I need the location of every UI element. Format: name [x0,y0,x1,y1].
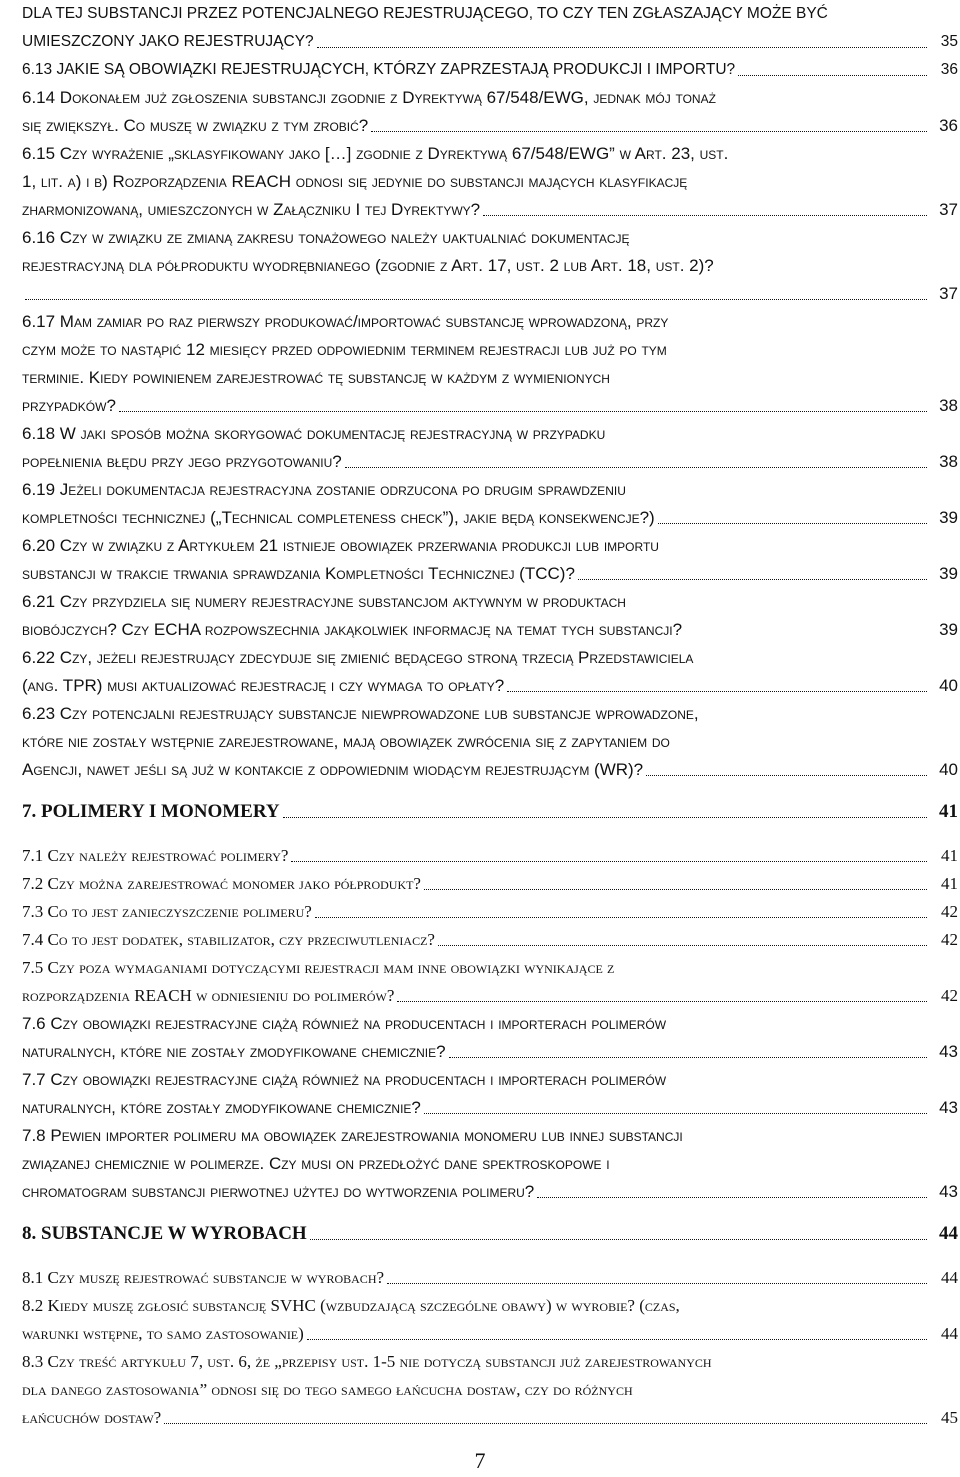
toc-entry-line [0,644,960,672]
toc-entry-line [0,1376,960,1404]
toc-entry-line [0,140,960,168]
toc-entry-line [0,1066,960,1094]
toc-dot-leader [315,898,927,918]
toc-dot-leader [291,842,927,862]
toc-entry-text: 8.2 Kiedy muszę zgłosić substancję SVHC (wzbudzającą szczególne obawy) w wyrobie? (czas, [22,1296,680,1315]
toc-entry-line [0,308,960,336]
toc-entry-text: 6.21 Czy przydziela się numery rejestracyjne substancjom aktywnym w produktach [22,592,626,611]
toc-entry-text: rejestracyjną dla półproduktu wyodrębnianego (zgodnie z Art. 17, ust. 2 lub Art. 18, ust. 2)? [22,256,714,275]
toc-dot-leader [537,1178,927,1198]
toc-entry-line[interactable] [0,448,960,476]
toc-page-number: 35 [940,33,958,50]
toc-page-number: 45 [941,1408,958,1427]
toc-entry-line [0,252,960,280]
toc-entry-line [0,224,960,252]
toc-entry-line[interactable] [0,1320,960,1348]
toc-chapter-heading[interactable] [0,1220,960,1248]
toc-entry-text: zharmonizowaną, umieszczonych w Załączniku I tej Dyrektywy? [22,200,481,219]
toc-entry-text: 6.23 Czy potencjalni rejestrujący substancje niewprowadzone lub substancje wprowadzone, [22,704,699,723]
toc-page-number: 39 [939,620,958,639]
toc-page-number: 41 [939,801,958,822]
toc-page-number: 40 [939,676,958,695]
toc-entry-line [0,476,960,504]
toc-dot-leader [507,672,927,692]
toc-entry-text: 7.4 Co to jest dodatek, stabilizator, czy przeciwutleniacz? [22,930,435,949]
toc-page-number: 37 [939,200,958,219]
toc-entry-line [0,0,960,28]
toc-dot-leader [658,504,927,524]
toc-entry-text: 6.19 Jeżeli dokumentacja rejestracyjna zostanie odrzucona po drugim sprawdzeniu [22,480,626,499]
toc-page-number: 36 [940,61,958,78]
toc-dot-leader [483,196,927,216]
toc-page-number: 39 [939,564,958,583]
toc-dot-leader [424,1094,927,1114]
toc-dot-leader [397,982,927,1002]
toc-entry-text: łańcuchów dostaw? [22,1408,162,1427]
toc-entry-line[interactable] [0,28,960,56]
toc-page-number: 43 [939,1098,958,1117]
toc-entry-text: UMIESZCZONY JAKO REJESTRUJĄCY? [22,33,314,50]
toc-dot-leader [164,1404,927,1424]
toc-entry-text: się zwiększył. Co muszę w związku z tym zrobić? [22,116,369,135]
toc-entry-line[interactable] [0,756,960,784]
toc-entry-line [0,1292,960,1320]
toc-entry-text: 7.5 Czy poza wymaganiami dotyczącymi rejestracji mam inne obowiązki wynikające z [22,958,615,977]
toc-entry-text: 6.13 JAKIE SĄ OBOWIĄZKI REJESTRUJĄCYCH, KTÓRZY ZAPRZESTAJĄ PRODUKCJI I IMPORTU? [22,61,736,78]
toc-entry-line[interactable] [0,196,960,224]
toc-entry-text: związanej chemicznie w polimerze. Czy musi on przedłożyć dane spektroskopowe i [22,1154,610,1173]
toc-entry-line[interactable] [0,898,960,926]
toc-dot-leader [424,870,927,890]
toc-entry-line[interactable] [0,616,960,644]
toc-entry-text: 6.14 Dokonałem już zgłoszenia substancji zgodnie z Dyrektywą 67/548/EWG, jednak mój tonaż [22,88,716,107]
toc-page-number: 41 [941,874,958,893]
toc-entry-text: 6.22 Czy, jeżeli rejestrujący zdecyduje się zmienić będącego stroną trzecią Przedstawiciela [22,648,694,667]
toc-entry-text: Agencji, nawet jeśli są już w kontakcie z odpowiednim wiodącym rejestrującym (WR)? [22,760,644,779]
toc-page-number: 42 [941,902,958,921]
toc-entry-line[interactable] [0,504,960,532]
toc-entry-text: (ang. TPR) musi aktualizować rejestrację i czy wymaga to opłaty? [22,676,505,695]
toc-page-number: 38 [939,396,958,415]
toc-entry-text: 8.3 Czy treść artykułu 7, ust. 6, że „przepisy ust. 1-5 nie dotyczą substancji już zarejestrowanych [22,1352,712,1371]
toc-entry-text: dla danego zastosowania” odnosi się do tego samego łańcucha dostaw, czy do różnych [22,1380,633,1399]
toc-entry-text: 7.2 Czy można zarejestrować monomer jako półprodukt? [22,874,421,893]
toc-entry-line[interactable] [0,870,960,898]
toc-entry-text: 6.15 Czy wyrażenie „sklasyfikowany jako […] zgodnie z Dyrektywą 67/548/EWG” w Art. 23, ust. [22,144,729,163]
toc-entry-text: czym może to nastąpić 12 miesięcy przed odpowiednim terminem rejestracji lub już po tym [22,340,667,359]
toc-dot-leader [449,1038,927,1058]
toc-entry-text: 7.7 Czy obowiązki rejestracyjne ciążą również na producentach i importerach polimerów [22,1070,667,1089]
toc-dot-leader [310,1220,927,1240]
toc-entry-text: 8. SUBSTANCJE W WYROBACH [22,1223,307,1244]
toc-dot-leader [307,1320,927,1340]
toc-page-number: 38 [939,452,958,471]
toc-entry-text: terminie. Kiedy powinienem zarejestrować tę substancję w każdym z wymienionych [22,368,610,387]
toc-entry-text: przypadków? [22,396,116,415]
toc-entry-line [0,954,960,982]
toc-entry-line [0,336,960,364]
toc-entry-line [0,364,960,392]
toc-page-number: 41 [941,846,958,865]
toc-entry-line[interactable] [0,1094,960,1122]
toc-entry-line[interactable] [0,1038,960,1066]
toc-entry-line [0,1150,960,1178]
toc-entry-text: rozporządzenia REACH w odniesieniu do polimerów? [22,986,395,1005]
toc-dot-leader [371,112,927,132]
toc-entry-line[interactable] [0,982,960,1010]
toc-dot-leader [345,448,927,468]
toc-entry-line [0,168,960,196]
toc-entry-line [0,84,960,112]
toc-entry-line[interactable] [0,842,960,870]
toc-page-number: 40 [939,760,958,779]
page-number: 7 [474,1448,486,1473]
toc-dot-leader [25,280,927,300]
toc-page-number: 39 [939,508,958,527]
toc-entry-line [0,1348,960,1376]
toc-dot-leader [646,756,927,776]
toc-entry-line[interactable] [0,926,960,954]
toc-entry-text: 1, lit. a) i b) Rozporządzenia REACH odnosi się jedynie do substancji mających klasyfikację [22,172,688,191]
toc-page-number: 43 [939,1042,958,1061]
toc-entry-line[interactable] [0,1264,960,1292]
toc-page-number: 44 [939,1223,958,1244]
toc-entry-text: które nie zostały wstępnie zarejestrowane, mają obowiązek zwrócenia się z zapytaniem do [22,732,670,751]
toc-entry-text: biobójczych? Czy ECHA rozpowszechnia jakąkolwiek informację na temat tych substancji? [22,620,683,639]
toc-dot-leader [119,392,927,412]
toc-entry-line[interactable] [0,560,960,588]
toc-entry-text: DLA TEJ SUBSTANCJI PRZEZ POTENCJALNEGO REJESTRUJĄCEGO, TO CZY TEN ZGŁASZAJĄCY MOŻE BYĆ [22,5,828,22]
toc-page-number: 37 [939,284,958,303]
toc-dot-leader [438,926,927,946]
toc-entry-text: 7.3 Co to jest zanieczyszczenie polimeru? [22,902,312,921]
toc-entry-text: 6.17 Mam zamiar po raz pierwszy produkować/importować substancję wprowadzoną, przy [22,312,669,331]
toc-dot-leader [317,28,927,48]
toc-entry-text: 6.18 W jaki sposób można skorygować dokumentację rejestracyjną w przypadku [22,424,606,443]
toc-entry-line [0,420,960,448]
toc-entry-text: naturalnych, które zostały zmodyfikowane chemicznie? [22,1098,421,1117]
toc-entry-line [0,532,960,560]
toc-entry-text: kompletności technicznej („Technical completeness check”), jakie będą konsekwencje?) [22,508,655,527]
toc-entry-text: 6.16 Czy w związku ze zmianą zakresu tonażowego należy uaktualniać dokumentację [22,228,630,247]
toc-entry-line[interactable] [0,56,960,84]
toc-entry-text: naturalnych, które nie zostały zmodyfikowane chemicznie? [22,1042,446,1061]
toc-entry-text: 7.8 Pewien importer polimeru ma obowiązek zarejestrowania monomeru lub innej substancji [22,1126,683,1145]
toc-dot-leader [738,56,927,76]
toc-entry-line[interactable] [0,1178,960,1206]
toc-entry-text: popełnienia błędu przy jego przygotowaniu? [22,452,342,471]
toc-entry-text: warunki wstępne, to samo zastosowanie) [22,1324,304,1343]
toc-page-number: 44 [941,1324,958,1343]
toc-entry-line[interactable] [0,280,960,308]
toc-entry-line [0,728,960,756]
toc-chapter-heading[interactable] [0,798,960,826]
toc-entry-text: substancji w trakcie trwania sprawdzania Kompletności Technicznej (TCC)? [22,564,575,583]
toc-dot-leader [283,798,927,818]
toc-page-number: 42 [941,930,958,949]
toc-entry-text: 6.20 Czy w związku z Artykułem 21 istnieje obowiązek przerwania produkcji lub importu [22,536,659,555]
toc-page-number: 42 [941,986,958,1005]
toc-entry-line [0,1010,960,1038]
toc-entry-line [0,1122,960,1150]
toc-entry-text: 7.6 Czy obowiązki rejestracyjne ciążą również na producentach i importerach polimerów [22,1014,667,1033]
toc-entry-text: chromatogram substancji pierwotnej użytej do wytworzenia polimeru? [22,1182,535,1201]
toc-entry-text: 7. POLIMERY I MONOMERY [22,801,280,822]
toc-entry-line[interactable] [0,672,960,700]
toc-dot-leader [387,1264,927,1284]
toc-entry-line[interactable] [0,1404,960,1432]
toc-page-number: 44 [941,1268,958,1287]
toc-entry-line [0,588,960,616]
toc-entry-line[interactable] [0,112,960,140]
toc-entry-text: 8.1 Czy muszę rejestrować substancje w wyrobach? [22,1268,385,1287]
toc-entry-text: 7.1 Czy należy rejestrować polimery? [22,846,289,865]
toc-entry-line[interactable] [0,392,960,420]
toc-dot-leader [578,560,927,580]
toc-entry-line [0,700,960,728]
toc-page-number: 36 [939,116,958,135]
toc-page-number: 43 [939,1182,958,1201]
